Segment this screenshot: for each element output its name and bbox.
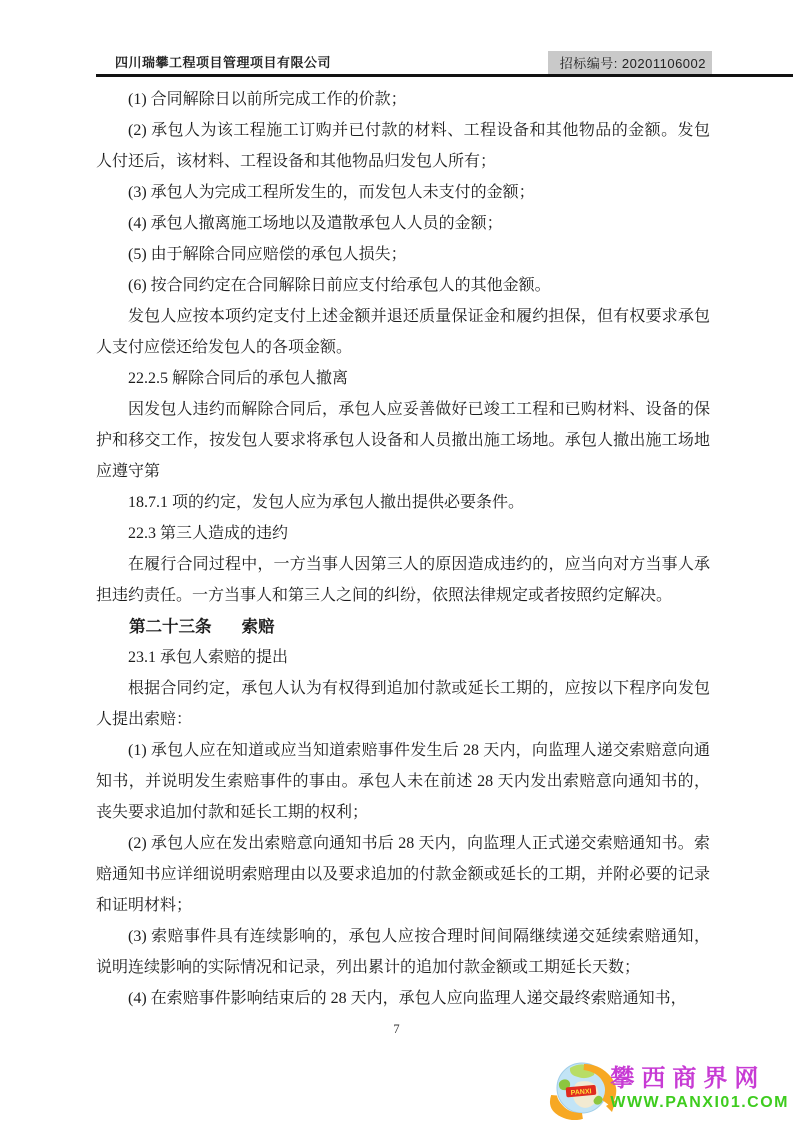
paragraph: 根据合同约定，承包人认为有权得到追加付款或延长工期的，应按以下程序向发包人提出索赔： xyxy=(96,680,710,728)
paragraph: (4) 承包人撤离施工场地以及遣散承包人人员的金额； xyxy=(128,215,503,232)
paragraph: (1) 合同解除日以前所完成工作的价款； xyxy=(128,91,407,108)
clause-number: 第二十三条 xyxy=(129,617,212,636)
logo-banner-text: PANXI xyxy=(570,1088,593,1097)
paragraph: 在履行合同过程中，一方当事人因第三人的原因造成违约的，应当向对方当事人承担违约责任。一方当事人和第三人之间的纠纷，依照法律规定或者按照约定解决。 xyxy=(96,556,710,604)
paragraph: (4) 在索赔事件影响结束后的 28 天内，承包人应向监理人递交最终索赔通知书， xyxy=(128,990,687,1007)
paragraph: 因发包人违约而解除合同后，承包人应妥善做好已竣工工程和已购材料、设备的保护和移交工作，按发包人要求将承包人设备和人员撤出施工场地。承包人撤出施工场地应遵守第 xyxy=(96,401,710,480)
paragraph: 发包人应按本项约定支付上述金额并退还质量保证金和履约担保，但有权要求承包人支付应偿还给发包人的各项金额。 xyxy=(96,308,710,356)
paragraph: 23.1 承包人索赔的提出 xyxy=(128,649,289,666)
page-header xyxy=(96,50,793,77)
bid-number: 招标编号: 20201106002 xyxy=(548,51,712,74)
site-watermark xyxy=(548,1058,789,1120)
document-body xyxy=(96,84,710,1014)
clause-title: 索赔 xyxy=(241,617,275,636)
company-name: 四川瑞攀工程项目管理项目有限公司 xyxy=(115,55,332,70)
watermark-text-block xyxy=(610,1065,789,1113)
paragraph: (2) 承包人应在发出索赔意向通知书后 28 天内，向监理人正式递交索赔通知书。索赔通知书应详细说明索赔理由以及要求追加的付款金额或延长的工期，并附必要的记录和证明材料； xyxy=(96,835,710,914)
paragraph: 22.3 第三人造成的违约 xyxy=(128,525,289,542)
page-number: 7 xyxy=(393,1022,400,1036)
paragraph: (5) 由于解除合同应赔偿的承包人损失； xyxy=(128,246,407,263)
globe-logo-icon xyxy=(548,1058,618,1120)
watermark-site-url: WWW.PANXI01.COM xyxy=(610,1094,789,1111)
paragraph: (1) 承包人应在知道或应当知道索赔事件发生后 28 天内，向监理人递交索赔意向通知书，并说明发生索赔事件的事由。承包人未在前述 28 天内发出索赔意向通知书的，丧失要求追加付款和延长工期的权利； xyxy=(96,742,710,821)
clause-heading xyxy=(96,611,710,642)
paragraph: (3) 索赔事件具有连续影响的，承包人应按合理时间间隔继续递交延续索赔通知，说明连续影响的实际情况和记录，列出累计的追加付款金额或工期延长天数； xyxy=(96,928,710,976)
watermark-site-name: 攀西商界网 xyxy=(610,1065,766,1092)
paragraph: 22.2.5 解除合同后的承包人撤离 xyxy=(128,370,349,387)
paragraph: (6) 按合同约定在合同解除日前应支付给承包人的其他金额。 xyxy=(128,277,551,294)
paragraph: (3) 承包人为完成工程所发生的，而发包人未支付的金额； xyxy=(128,184,535,201)
paragraph: 18.7.1 项的约定，发包人应为承包人撤出提供必要条件。 xyxy=(128,494,525,511)
paragraph: (2) 承包人为该工程施工订购并已付款的材料、工程设备和其他物品的金额。发包人付还后，该材料、工程设备和其他物品归发包人所有； xyxy=(96,122,710,170)
